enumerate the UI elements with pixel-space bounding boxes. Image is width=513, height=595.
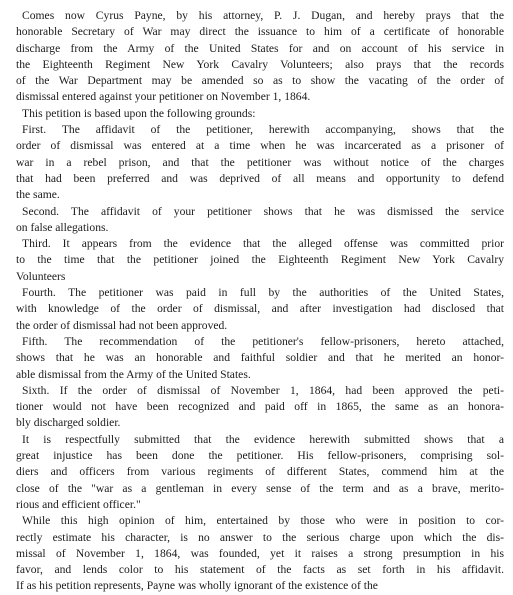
text-line: the same. bbox=[16, 188, 60, 202]
paragraph bbox=[16, 8, 504, 106]
text-line: discharge from the Army of the United States for and on account of his service in bbox=[16, 41, 504, 55]
text-line: Fifth. The recommendation of the petitioner's fellow-prisoners, hereto attached, bbox=[22, 334, 504, 348]
text-line: dismissal entered against your petitioner on November 1, 1864. bbox=[16, 90, 311, 104]
text-line: war in a rebel prison, and that the petitioner was without notice of the charges bbox=[16, 155, 504, 169]
paragraph bbox=[16, 383, 504, 432]
document-page bbox=[16, 8, 504, 593]
text-line: Sixth. If the order of dismissal of November 1, 1864, had been approved the peti- bbox=[22, 383, 504, 397]
text-line: rectly estimate his character, is no answer to the serious charge upon which the dis- bbox=[16, 530, 504, 544]
text-line: able dismissal from the Army of the United States. bbox=[16, 367, 251, 381]
text-line: tioner would not have been recognized and paid off in 1865, the same as an honora- bbox=[16, 400, 504, 414]
paragraph bbox=[16, 513, 504, 594]
text-line: Comes now Cyrus Payne, by his attorney, P. J. Dugan, and hereby prays that the bbox=[22, 9, 504, 22]
text-line: This petition is based upon the following grounds: bbox=[22, 106, 256, 120]
text-line: that had been preferred and was deprived of all means and opportunity to defend bbox=[16, 171, 504, 185]
paragraph bbox=[16, 285, 504, 334]
text-line: bly discharged soldier. bbox=[16, 416, 121, 430]
text-line: It is respectfully submitted that the evidence herewith submitted shows that a bbox=[22, 432, 504, 446]
text-line: missal of November 1, 1864, was founded, yet it raises a strong presumption in his bbox=[16, 546, 504, 560]
paragraph bbox=[16, 334, 504, 383]
text-line: honorable Secretary of War may direct the issuance to him of a certificate of honorable bbox=[16, 25, 504, 39]
text-line: rious and efficient officer." bbox=[16, 497, 141, 511]
paragraph bbox=[16, 432, 504, 513]
text-line: diers and officers from various regiments of different States, commend him at the bbox=[16, 465, 504, 479]
text-line: of the War Department may be amended so as to show the vacating of the order of bbox=[16, 74, 504, 88]
text-line: with knowledge of the order of dismissal, and after investigation had disclosed that bbox=[16, 302, 504, 316]
text-line: great injustice has been done the petitioner. His fellow-prisoners, comprising sol- bbox=[16, 449, 504, 463]
text-line: Fourth. The petitioner was paid in full by the authorities of the United States, bbox=[22, 286, 504, 300]
paragraph bbox=[16, 204, 504, 237]
document-body bbox=[16, 8, 504, 595]
paragraph bbox=[16, 236, 504, 285]
text-line: Third. It appears from the evidence that the alleged offense was committed prior bbox=[22, 237, 504, 251]
text-line: the Eighteenth Regiment New York Cavalry Volunteers; also prays that the records bbox=[16, 57, 504, 71]
text-line: on false allegations. bbox=[16, 220, 109, 234]
text-line: the order of dismissal had not been approved. bbox=[16, 318, 228, 332]
text-line: Volunteers bbox=[16, 269, 66, 283]
paragraph bbox=[16, 122, 504, 203]
text-line: to the time that the petitioner joined the Eighteenth Regiment New York Cavalry bbox=[16, 253, 504, 267]
text-line: favor, and lends color to his statement of the facts as set forth in his affidavit. bbox=[16, 563, 504, 577]
text-line: If as his petition represents, Payne was wholly ignorant of the existence of the bbox=[16, 579, 378, 593]
text-line: While this high opinion of him, entertained by those who were in position to cor- bbox=[22, 514, 504, 528]
text-line: First. The affidavit of the petitioner, herewith accompanying, shows that the bbox=[22, 123, 504, 137]
text-line: order of dismissal was entered at a time when he was incarcerated as a prisoner of bbox=[16, 139, 504, 153]
text-line: Second. The affidavit of your petitioner shows that he was dismissed the service bbox=[22, 204, 504, 218]
text-line: shows that he was an honorable and faithful soldier and that he merited an honor- bbox=[16, 351, 504, 365]
paragraph bbox=[16, 106, 504, 122]
text-line: close of the "war as a gentleman in every sense of the term and as a brave, merito- bbox=[16, 481, 504, 495]
